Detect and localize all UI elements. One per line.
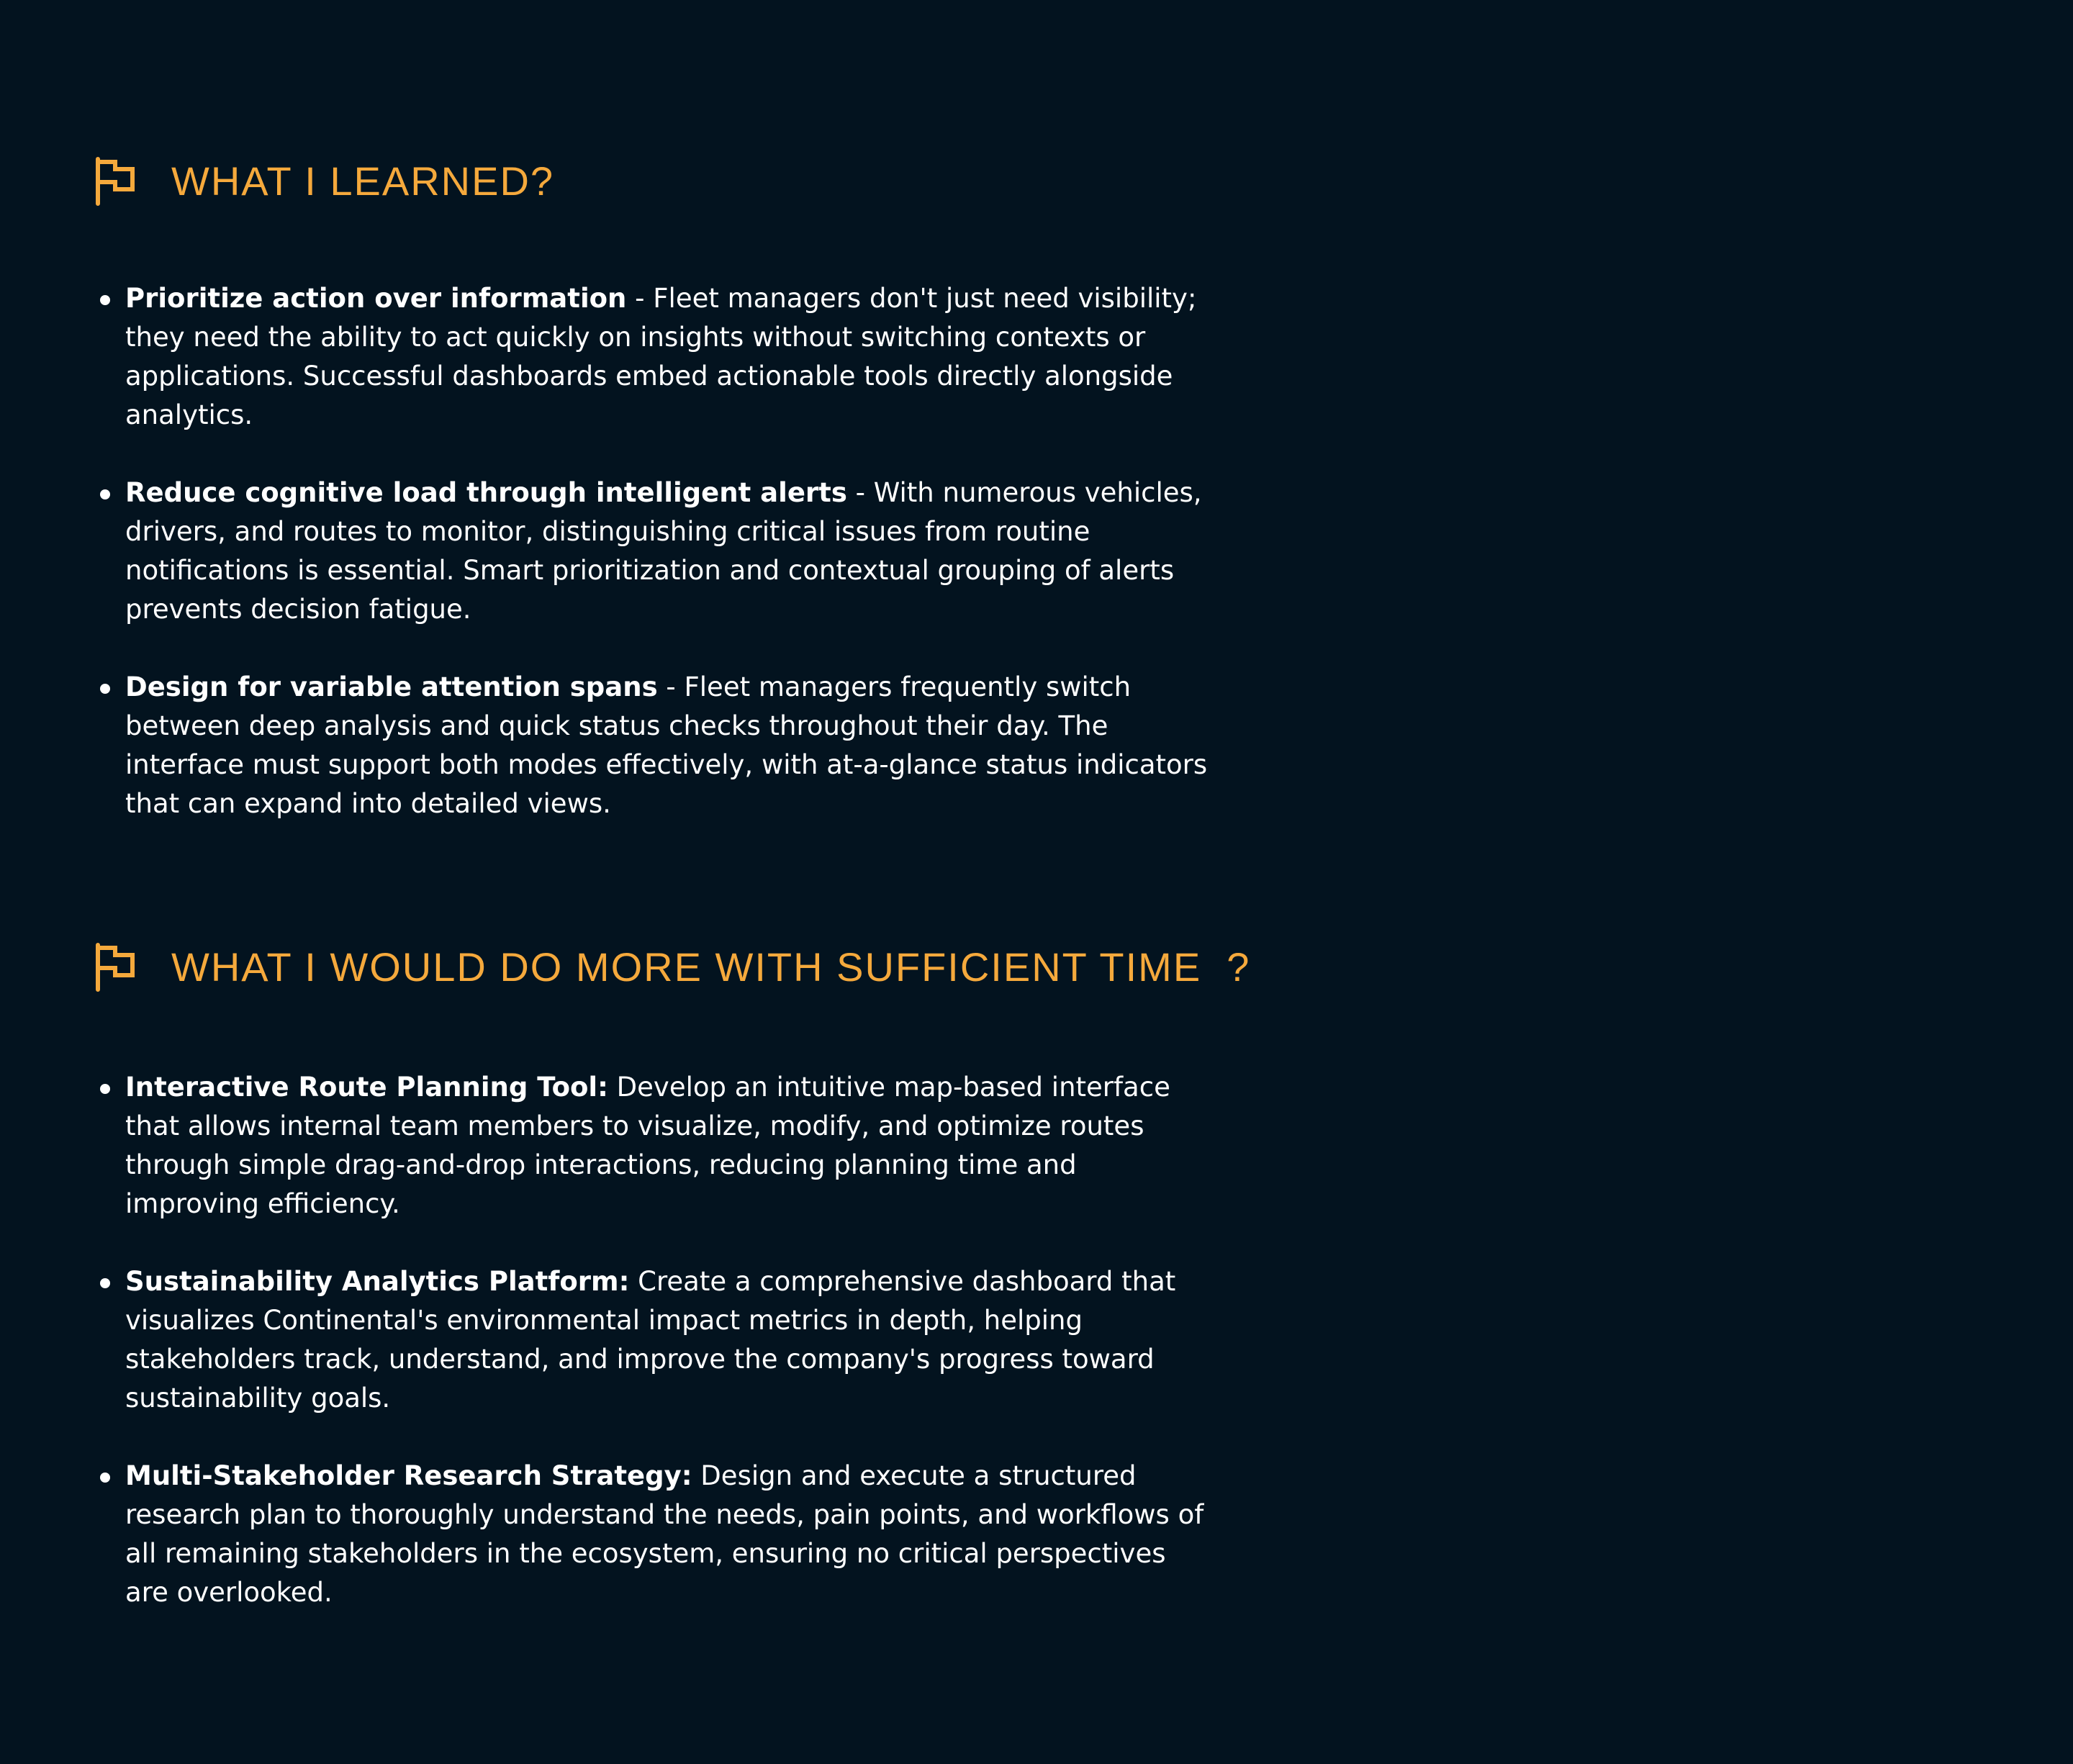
list-item — [94, 1262, 1245, 1418]
bullet-icon — [100, 1278, 110, 1288]
learned-section — [94, 155, 1245, 819]
bullet-line: through simple drag-and-drop interactions, reducing planning time and — [125, 1149, 1077, 1180]
future-heading — [94, 941, 1251, 994]
bullet-line: between deep analysis and quick status checks throughout their day. The — [125, 710, 1108, 741]
bullet-icon — [100, 295, 110, 305]
bullet-icon — [100, 1473, 110, 1483]
bullet-bold-label: Prioritize action over information — [125, 283, 627, 314]
bullet-bold-label: Multi-Stakeholder Research Strategy: — [125, 1460, 692, 1491]
list-item — [94, 279, 1245, 435]
bullet-line: notifications is essential. Smart prioritization and contextual grouping of alerts — [125, 555, 1175, 586]
future-list — [94, 1068, 1245, 1651]
bullet-bold-label: Interactive Route Planning Tool: — [125, 1072, 608, 1103]
bullet-text: - With numerous vehicles, — [846, 477, 1202, 508]
bullet-first-line — [125, 279, 1245, 318]
future-title: WHAT I WOULD DO MORE WITH SUFFICIENT TIME ? — [171, 944, 1251, 990]
bullet-line: that can expand into detailed views. — [125, 788, 611, 819]
bullet-line: sustainability goals. — [125, 1383, 391, 1414]
bullet-text: Create a comprehensive dashboard that — [629, 1266, 1176, 1297]
bullet-text: Develop an intuitive map-based interface — [608, 1072, 1170, 1103]
bullet-icon — [100, 1084, 110, 1094]
bullet-bold-label: Reduce cognitive load through intelligent alerts — [125, 477, 847, 508]
bullet-line: interface must support both modes effectively, with at-a-glance status indicators — [125, 749, 1208, 780]
bullet-line: they need the ability to act quickly on insights without switching contexts or — [125, 322, 1146, 353]
list-item — [94, 474, 1245, 629]
bullet-first-line — [125, 1262, 1245, 1301]
bullet-line: that allows internal team members to visualize, modify, and optimize routes — [125, 1111, 1144, 1141]
list-item — [94, 1457, 1245, 1612]
bullet-text: Design and execute a structured — [692, 1460, 1137, 1491]
flag-icon — [94, 942, 137, 992]
bullet-icon — [100, 489, 110, 499]
learned-heading — [94, 155, 1245, 208]
future-section — [94, 941, 1251, 1608]
bullet-first-line — [125, 668, 1245, 707]
list-item — [94, 668, 1245, 823]
bullet-bold-label: Design for variable attention spans — [125, 671, 658, 702]
bullet-line: prevents decision fatigue. — [125, 594, 471, 625]
bullet-bold-label: Sustainability Analytics Platform: — [125, 1266, 630, 1297]
bullet-first-line — [125, 474, 1245, 512]
bullet-line: research plan to thoroughly understand the needs, pain points, and workflows of — [125, 1499, 1204, 1530]
bullet-text: - Fleet managers don't just need visibility; — [626, 283, 1197, 314]
learned-list — [94, 279, 1245, 862]
bullet-line: applications. Successful dashboards embed actionable tools directly alongside — [125, 361, 1173, 392]
bullet-line: drivers, and routes to monitor, distinguishing critical issues from routine — [125, 516, 1090, 547]
bullet-line: stakeholders track, understand, and improve the company's progress toward — [125, 1344, 1155, 1375]
bullet-first-line — [125, 1457, 1245, 1496]
list-item — [94, 1068, 1245, 1224]
bullet-line: visualizes Continental's environmental impact metrics in depth, helping — [125, 1305, 1083, 1336]
bullet-line: analytics. — [125, 399, 253, 430]
bullet-text: - Fleet managers frequently switch — [657, 671, 1132, 702]
bullet-line: improving efficiency. — [125, 1188, 400, 1219]
bullet-icon — [100, 684, 110, 694]
bullet-line: all remaining stakeholders in the ecosystem, ensuring no critical perspectives — [125, 1538, 1166, 1569]
learned-title: WHAT I LEARNED? — [171, 158, 555, 204]
flag-icon — [94, 156, 137, 207]
bullet-first-line — [125, 1068, 1245, 1107]
bullet-line: are overlooked. — [125, 1577, 333, 1608]
